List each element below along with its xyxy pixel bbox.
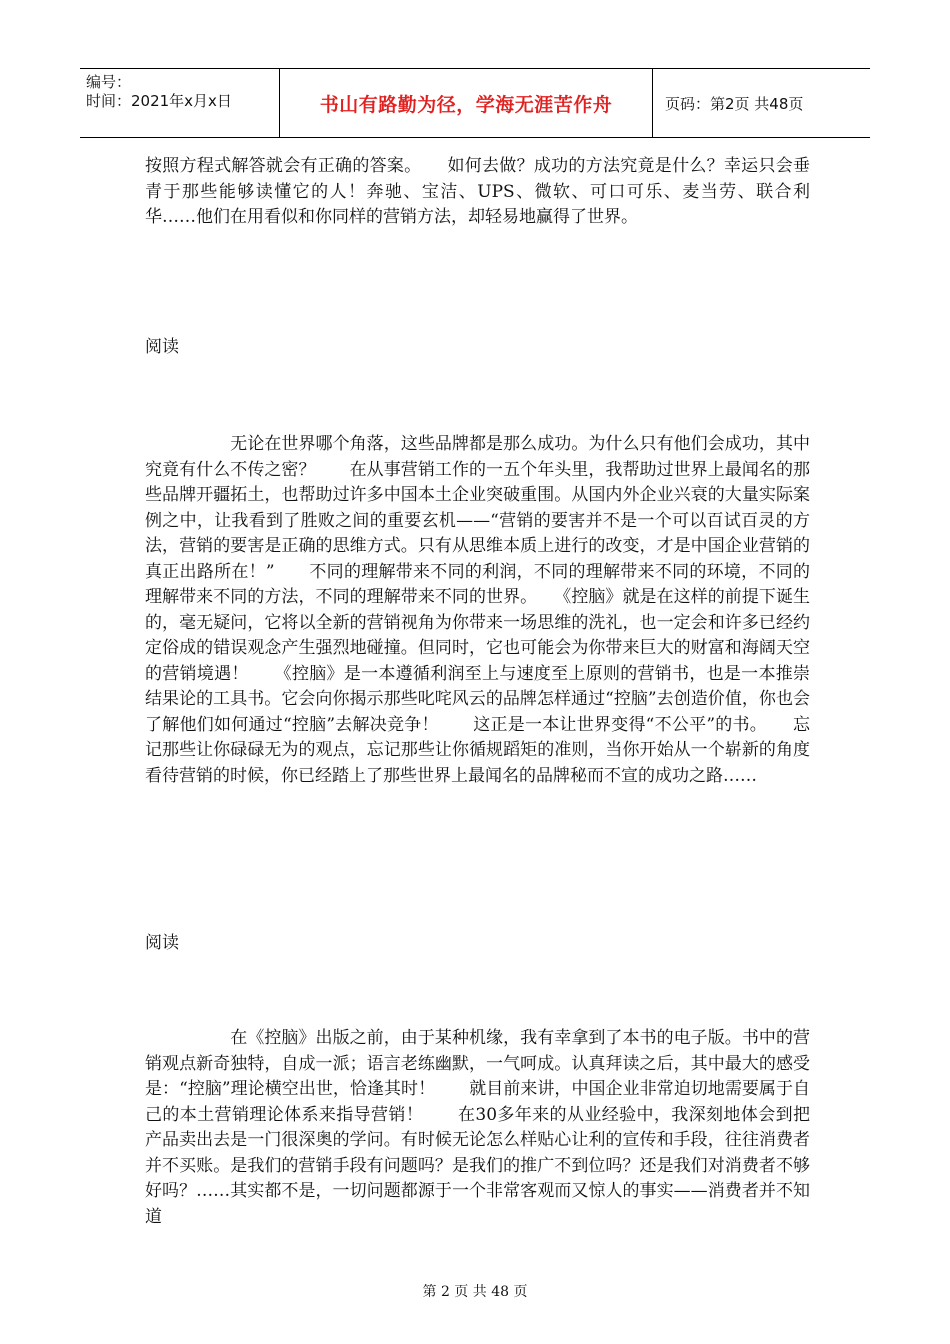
body-block-3 [145,1026,810,1230]
body-block-2 [145,432,810,789]
body-block-1 [145,154,810,231]
paragraph-intro: 按照方程式解答就会有正确的答案。 如何去做？成功的方法究竟是什么？幸运只会垂青于那些能够读懂它的人！奔驰、宝洁、UPS、微软、可口可乐、麦当劳、联合利华……他们在用看似和你同样的营销方法，却轻易地赢得了世界。 [145,156,810,227]
header-motto: 书山有路勤为径，学海无涯苦作舟 [280,69,653,137]
paragraph-review: 在《控脑》出版之前，由于某种机缘，我有幸拿到了本书的电子版。书中的营销观点新奇独特，自成一派；语言老练幽默，一气呵成。认真拜读之后，其中最大的感受是：“控脑”理论横空出世，恰逢其时！ 就目前来讲，中国企业非常迫切地需要属于自己的本土营销理论体系来指导营销！ 在30多年来的从业经验中，我深刻地体会到把产品卖出去是一门很深奥的学问。有时候无论怎么样贴心让利的宣传和手段，往往消费者并不买账。是我们的营销手段有问题吗？是我们的推广不到位吗？还是我们对消费者不够好吗？……其实都不是，一切问题都源于一个非常客观而又惊人的事实——消费者并不知道 [145,1028,810,1227]
date-label: 时间：2021年x月x日 [86,92,232,110]
section-heading-1: 阅读 [145,337,179,357]
document-header [80,68,870,138]
number-label: 编号： [86,73,132,91]
header-meta-cell [80,69,280,137]
page-footer: 第 2 页 共 48 页 [422,1284,528,1300]
paragraph-main: 无论在世界哪个角落，这些品牌都是那么成功。为什么只有他们会成功，其中究竟有什么不传之密？ 在从事营销工作的一五个年头里，我帮助过世界上最闻名的那些品牌开疆拓土，也帮助过许多中国本土企业突破重围。从国内外企业兴衰的大量实际案例之中，让我看到了胜败之间的重要玄机——“营销的要害并不是一个可以百试百灵的方法，营销的要害是正确的思维方式。只有从思维本质上进行的改变，才是中国企业营销的真正出路所在！” 不同的理解带来不同的利润，不同的理解带来不同的环境，不同的理解带来不同的方法，不同的理解带来不同的世界。 《控脑》就是在这样的前提下诞生的，毫无疑问，它将以全新的营销视角为你带来一场思维的洗礼，也一定会和许多已经约定俗成的错误观念产生强烈地碰撞。但同时，它也可能会为你带来巨大的财富和海阔天空的营销境遇！ 《控脑》是一本遵循利润至上与速度至上原则的营销书，也是一本推崇结果论的工具书。它会向你揭示那些叱咤风云的品牌怎样通过“控脑”去创造价值，你也会了解他们如何通过“控脑”去解决竞争！ 这正是一本让世界变得“不公平”的书。 忘记那些让你碌碌无为的观点，忘记那些让你循规蹈矩的准则，当你开始从一个崭新的角度看待营销的时候，你已经踏上了那些世界上最闻名的品牌秘而不宣的成功之路…… [145,434,810,786]
section-heading-2: 阅读 [145,933,179,953]
header-page-info: 页码：第2页 共48页 [665,94,804,113]
